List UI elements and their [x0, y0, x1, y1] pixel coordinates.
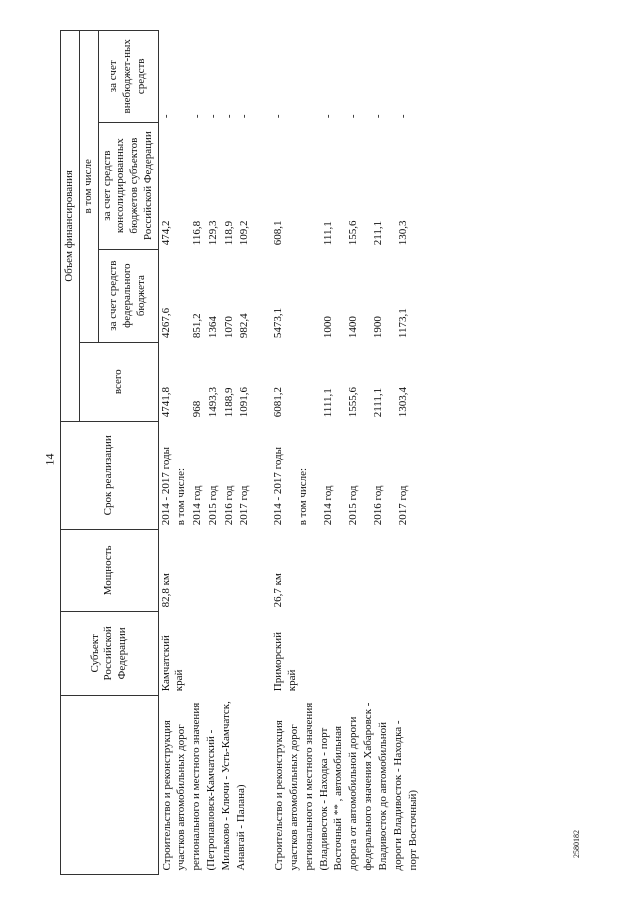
header-project: [61, 695, 159, 874]
federal-cell: [296, 249, 321, 342]
project-name: Строительство и реконструкция участков автомобильных дорог регионального и местного значения (Владивосток - Находка - порт Восточный ** , автомобильная дорога от автомобильной дороги федерального значения Хабаровск - Владивосток до автомобильной дороги Владивосток - Находка - порт Восточный): [273, 702, 419, 871]
period-cell: 2017 год: [238, 485, 251, 526]
header-extrabudget: за счет внебюджет-ных средств: [98, 31, 158, 123]
total-cell: 6081,2: [272, 387, 284, 418]
regional-cell: 118,9: [222, 220, 235, 246]
total-cell: 1188,9: [222, 387, 235, 418]
federal-cell: 1000: [322, 316, 335, 339]
regional-cell: 129,3: [206, 220, 219, 246]
regional-cell: [296, 122, 321, 249]
total-cell: [174, 342, 190, 421]
period-cell: в том числе:: [297, 467, 310, 526]
period-cell: 2015 год: [206, 485, 219, 526]
header-financing: Объем финансирования: [61, 31, 80, 422]
document-id: 2580182: [572, 830, 581, 858]
page-number: 14: [42, 453, 57, 466]
project-capacity: 82,8 км: [159, 573, 172, 608]
project-subject: Приморский край: [272, 631, 298, 692]
extra-cell: -: [191, 114, 203, 119]
federal-cell: 5473,1: [272, 307, 284, 339]
header-total: всего: [79, 342, 158, 421]
project-subject: Камчатский край: [159, 635, 186, 692]
regional-cell: 211,1: [372, 220, 385, 246]
period-cell: 2014 - 2017 годы: [272, 446, 284, 526]
total-cell: [296, 342, 321, 421]
period-cell: в том числе:: [175, 467, 188, 526]
total-cell: 1555,6: [347, 387, 360, 418]
table-body: [158, 31, 421, 875]
header-regional: за счет средств консолидированных бюджетов субъектов Российской Федерации: [98, 122, 158, 249]
table-row: [271, 31, 296, 875]
regional-cell: 474,2: [159, 220, 172, 246]
extra-cell: -: [347, 114, 360, 119]
period-cell: 2016 год: [222, 485, 235, 526]
extra-cell: [296, 31, 321, 123]
extra-cell: -: [322, 114, 335, 119]
regional-cell: 155,6: [347, 220, 360, 246]
total-cell: 1303,4: [397, 387, 410, 418]
regional-cell: 130,3: [397, 220, 410, 246]
federal-cell: 982,4: [238, 313, 251, 339]
federal-cell: [174, 249, 190, 342]
table-row: [158, 31, 174, 875]
regional-cell: 608,1: [272, 220, 284, 246]
extra-cell: -: [222, 114, 235, 119]
federal-cell: 1400: [347, 316, 360, 339]
period-cell: 2016 год: [372, 485, 385, 526]
total-cell: 4741,8: [159, 387, 172, 418]
extra-cell: -: [206, 114, 219, 119]
rotated-table-container: [60, 30, 620, 875]
period-cell: 2017 год: [397, 485, 410, 526]
extra-cell: -: [372, 114, 385, 119]
header-capacity: Мощность: [61, 529, 159, 611]
period-cell: 2014 - 2017 годы: [159, 446, 172, 526]
federal-cell: 1900: [372, 316, 385, 339]
period-cell: 2014 год: [322, 485, 335, 526]
extra-cell: -: [238, 114, 251, 119]
total-cell: 1493,3: [206, 387, 219, 418]
regional-cell: [174, 122, 190, 249]
header-subject: Субъект Российской Федерации: [61, 611, 159, 695]
regional-cell: 116,8: [191, 220, 203, 246]
header-including: в том числе: [79, 31, 98, 343]
total-cell: 2111,1: [372, 387, 385, 418]
total-cell: 1091,6: [238, 387, 251, 418]
regional-cell: 111,1: [322, 221, 335, 246]
extra-cell: -: [272, 114, 284, 119]
federal-cell: 4267,6: [159, 307, 172, 339]
extra-cell: [174, 31, 190, 123]
financing-table: [60, 30, 421, 875]
header-federal: за счет средств федерального бюджета: [98, 249, 158, 342]
extra-cell: -: [159, 114, 172, 119]
period-cell: 2014 год: [191, 485, 203, 526]
total-cell: 968: [191, 400, 203, 418]
federal-cell: 1173,1: [397, 308, 410, 339]
extra-cell: -: [397, 114, 410, 119]
project-capacity: 26,7 км: [272, 573, 284, 608]
project-name: Строительство и реконструкция участков автомобильных дорог регионального и местного значения (Петропавловск-Камчатский - Мильково - Ключи - Усть-Камчатск, Анавгай - Палана): [160, 701, 247, 871]
period-cell: 2015 год: [347, 485, 360, 526]
federal-cell: 851,2: [191, 313, 203, 339]
federal-cell: 1364: [206, 316, 219, 339]
row-gap: [253, 31, 271, 875]
regional-cell: 109,2: [238, 220, 251, 246]
federal-cell: 1070: [222, 316, 235, 339]
total-cell: 1111,1: [322, 388, 335, 418]
header-period: Срок реализации: [61, 421, 159, 529]
